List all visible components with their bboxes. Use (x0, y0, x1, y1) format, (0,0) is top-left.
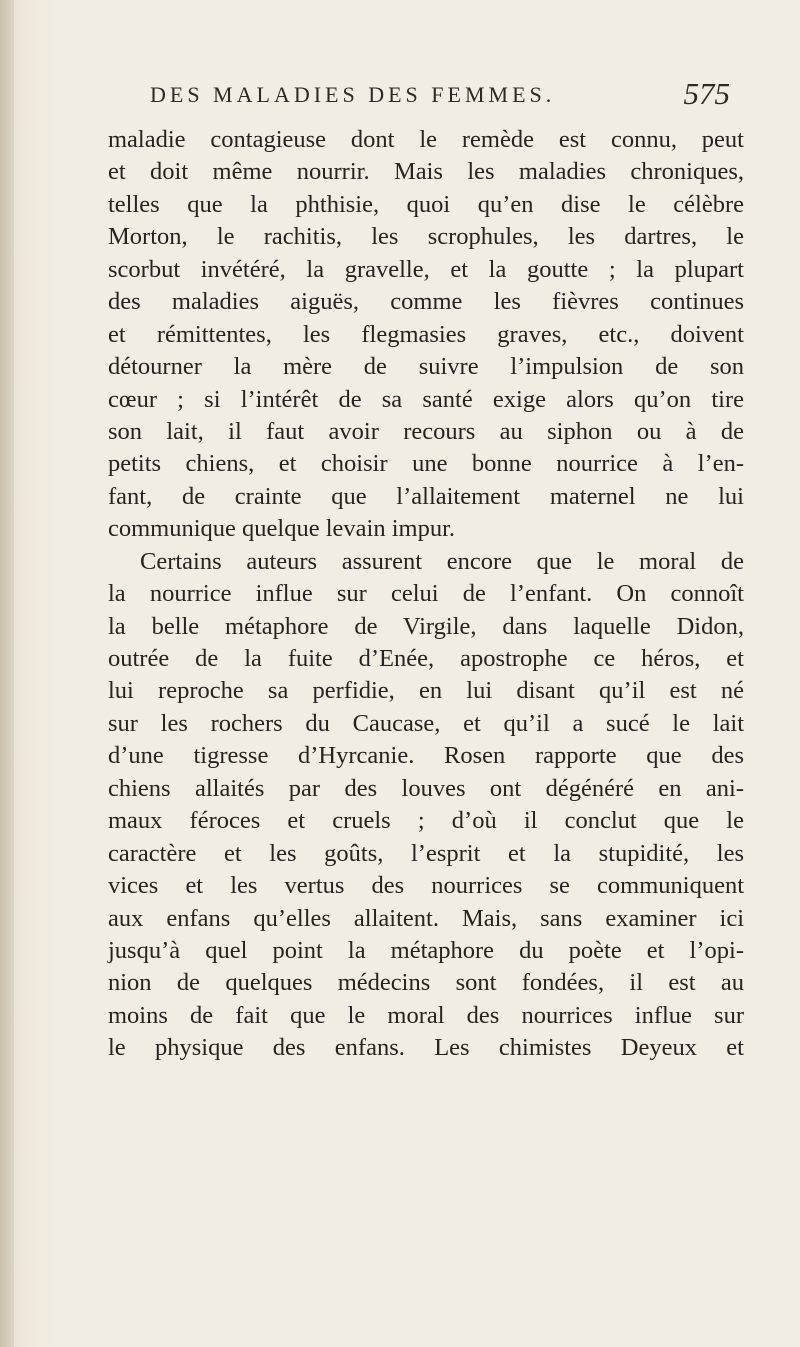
text-line: la belle métaphore de Virgile, dans laquelle Didon, (108, 612, 744, 640)
text-line: la nourrice influe sur celui de l’enfant. On connoît (108, 580, 744, 608)
text-line: d’une tigresse d’Hyrcanie. Rosen rapporte que des (108, 742, 744, 770)
running-title: DES MALADIES DES FEMMES. (150, 82, 556, 107)
text-line: vices et les vertus des nourrices se communiquent (108, 872, 744, 900)
text-line: détourner la mère de suivre l’impulsion de son (108, 353, 744, 381)
text-line: Morton, le rachitis, les scrophules, les dartres, le (108, 223, 744, 251)
text-line: nion de quelques médecins sont fondées, il est au (108, 969, 744, 997)
running-head (150, 76, 730, 116)
text-line: maladie contagieuse dont le remède est connu, peut (108, 126, 744, 153)
text-line: moins de fait que le moral des nourrices influe sur (108, 1001, 744, 1029)
paragraph-start-line: Certains auteurs assurent encore que le moral de (140, 547, 744, 575)
text-line: son lait, il faut avoir recours au siphon ou à de (108, 417, 744, 445)
text-line: le physique des enfans. Les chimistes Deyeux et (108, 1034, 744, 1062)
text-line: aux enfans qu’elles allaitent. Mais, sans examiner ici (108, 904, 744, 932)
text-line: cœur ; si l’intérêt de sa santé exige alors qu’on tire (108, 385, 744, 413)
text-line: communique quelque levain impur. (108, 515, 456, 543)
text-line: caractère et les goûts, l’esprit et la stupidité, les (108, 839, 744, 867)
body-text (108, 124, 744, 1065)
text-line: sur les rochers du Caucase, et qu’il a sucé le lait (108, 709, 744, 737)
text-line: telles que la phthisie, quoi qu’en dise le célèbre (108, 190, 744, 218)
text-line: maux féroces et cruels ; d’où il conclut que le (108, 807, 744, 835)
text-line: et doit même nourrir. Mais les maladies chroniques, (108, 158, 744, 186)
text-line: petits chiens, et choisir une bonne nourrice à l’en- (108, 450, 744, 478)
text-line: lui reproche sa perfidie, en lui disant qu’il est né (108, 677, 744, 705)
text-line: et rémittentes, les flegmasies graves, etc., doivent (108, 320, 744, 348)
text-line: fant, de crainte que l’allaitement maternel ne lui (108, 482, 744, 510)
text-line: scorbut invétéré, la gravelle, et la goutte ; la plupart (108, 255, 744, 283)
text-line: chiens allaités par des louves ont dégénéré en ani- (108, 774, 744, 802)
page-gutter (0, 0, 14, 1347)
text-line: jusqu’à quel point la métaphore du poète et l’opi- (108, 936, 744, 964)
text-line: outrée de la fuite d’Enée, apostrophe ce héros, et (108, 645, 744, 672)
page-number: 575 (683, 76, 730, 111)
text-line: des maladies aiguës, comme les fièvres continues (108, 288, 744, 316)
